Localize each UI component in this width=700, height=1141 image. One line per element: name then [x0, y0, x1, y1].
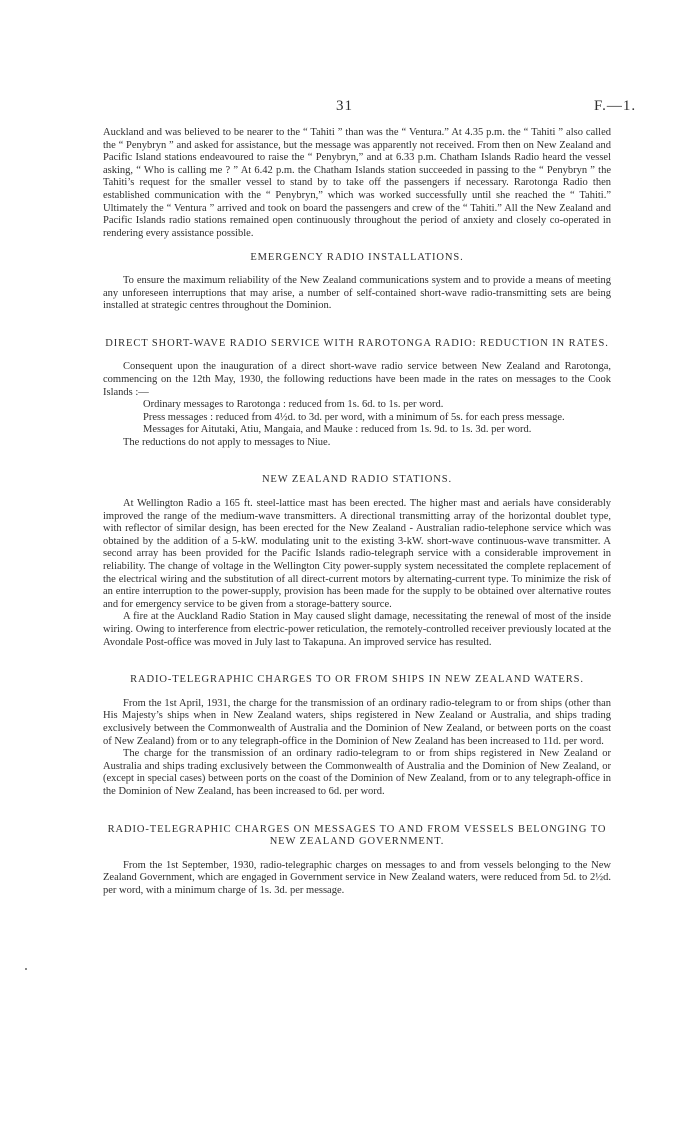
rate-item: Ordinary messages to Rarotonga : reduced from 1s. 6d. to 1s. per word.: [143, 399, 444, 411]
paragraph-ship-charges-1: From the 1st April, 1931, the charge for the transmission of an ordinary radio-telegram to or from ships (other than His Majesty’s ships when in New Zealand waters, ships registered in New Zealand or Australia, and ships trading exclusively between the Commonwealth of Australia and the Dominion of New Zealand, or between ports on the coast of New Zealand) from or to any telegraph-office in the Dominion of New Zealand has been increased to 11d. per word.: [103, 697, 611, 747]
paragraph-auckland-radio: A fire at the Auckland Radio Station in May caused slight damage, necessitating the renewal of most of the inside wiring. Owing to interference from electric-power reticulation, the remotely-controlled receiver previously located at the Avondale Post-office was moved in July last to Takapuna. An improved service has resulted.: [103, 611, 611, 648]
rate-reduction-list: [103, 399, 611, 437]
paragraph-government-vessels: From the 1st September, 1930, radio-telegraphic charges on messages to and from vessels belonging to the New Zealand Government, which are engaged in Government service in New Zealand waters, were reduced from 5d. to 2½d. per word, with a minimum charge of 1s. 3d. per message.: [103, 859, 611, 896]
paragraph-emergency-radio: To ensure the maximum reliability of the New Zealand communications system and to provide a means of meeting any unforeseen interruptions that may arise, a number of self-contained short-wave radio-transmitting sets are being installed at strategic centres throughout the Dominion.: [103, 274, 611, 312]
margin-speck: [25, 968, 27, 970]
rate-item: Messages for Aitutaki, Atiu, Mangaia, and Mauke : reduced from 1s. 9d. to 1s. 3d. per word.: [143, 424, 532, 436]
paragraph-rarotonga-service: Consequent upon the inauguration of a direct short-wave radio service between New Zealand and Rarotonga, commencing on the 12th May, 1930, the following reductions have been made in the rates on messages to the Cook Islands :—: [103, 361, 611, 398]
intro-paragraph: Auckland and was believed to be nearer to the “ Tahiti ” than was the “ Ventura.” At 4.35 p.m. the “ Tahiti ” also called the “ Penybryn ” and asked for assistance, but the message was apparently not received. From then on New Zealand and Pacific Island stations endeavoured to raise the “ Penybryn,” and at 6.33 p.m. Chatham Islands Radio heard the vessel asking, “ Who is calling me ? ” At 6.42 p.m. the Chatham Islands station succeeded in passing to the “ Penybryn ” the Tahiti’s request for the smaller vessel to stand by to take off the passengers if necessary. Rarotonga Radio then established communication with the “ Penybryn,” which was worked successfully until she reached the “ Tahiti.” Ultimately the “ Ventura ” arrived and took on board the passengers and crew of the “ Tahiti.” All the New Zealand and Pacific Islands radio stations remained open continuously throughout the period of anxiety and closely co-operated in rendering every assistance possible.: [103, 127, 611, 239]
paragraph-ship-charges-2: The charge for the transmission of an ordinary radio-telegram to or from ships registered in New Zealand or Australia and ships trading exclusively between the Commonwealth of Australia and the Dominion of New Zealand, or (except in special cases) between ports on the coast of the Dominion of New Zealand, from or to any telegraph-office in the Dominion of New Zealand, has been increased to 6d. per word.: [103, 748, 611, 797]
page-header: [0, 98, 700, 118]
heading-rarotonga-service: DIRECT SHORT-WAVE RADIO SERVICE WITH RAROTONGA RADIO: REDUCTION IN RATES.: [105, 337, 609, 349]
paragraph-wellington-radio: At Wellington Radio a 165 ft. steel-lattice mast has been erected. The higher mast and aerials have considerably improved the range of the medium-wave transmitters. A directional transmitting array of the horizontal doublet type, with reflector of similar design, has been erected for the New Zealand - Australian radio-telephone service which was obtained by the addition of a 5-kW. modulating unit to the existing 3-kW. short-wave continuous-wave transmitter. A second array has been provided for the Pacific Islands radio-telegraph service with a considerable improvement in reliability. The change of voltage in the Wellington City power-supply system necessitated the complete replacement of the electrical wiring and the substitution of all direct-current motors by alternating-current type. To minimize the risk of an entire interruption to the power-supply, provision has been made for the supply to be obtained over alternative routes and for emergency service to be given from a storage-battery source.: [103, 498, 611, 610]
page-number: 31: [336, 98, 353, 114]
heading-nz-radio-stations: NEW ZEALAND RADIO STATIONS.: [261, 474, 453, 486]
niue-note: The reductions do not apply to messages to Niue.: [123, 436, 331, 448]
heading-ship-charges: RADIO-TELEGRAPHIC CHARGES TO OR FROM SHIPS IN NEW ZEALAND WATERS.: [130, 674, 584, 686]
document-reference: F.—1.: [594, 98, 637, 114]
document-body: [103, 127, 611, 898]
heading-government-vessels: RADIO-TELEGRAPHIC CHARGES ON MESSAGES TO AND FROM VESSELS BELONGING TO NEW ZEALAND GOVERNMENT.: [107, 823, 607, 848]
heading-emergency-radio: EMERGENCY RADIO INSTALLATIONS.: [250, 252, 464, 264]
rate-item: Press messages : reduced from 4½d. to 3d. per word, with a minimum of 5s. for each press message.: [143, 411, 565, 423]
